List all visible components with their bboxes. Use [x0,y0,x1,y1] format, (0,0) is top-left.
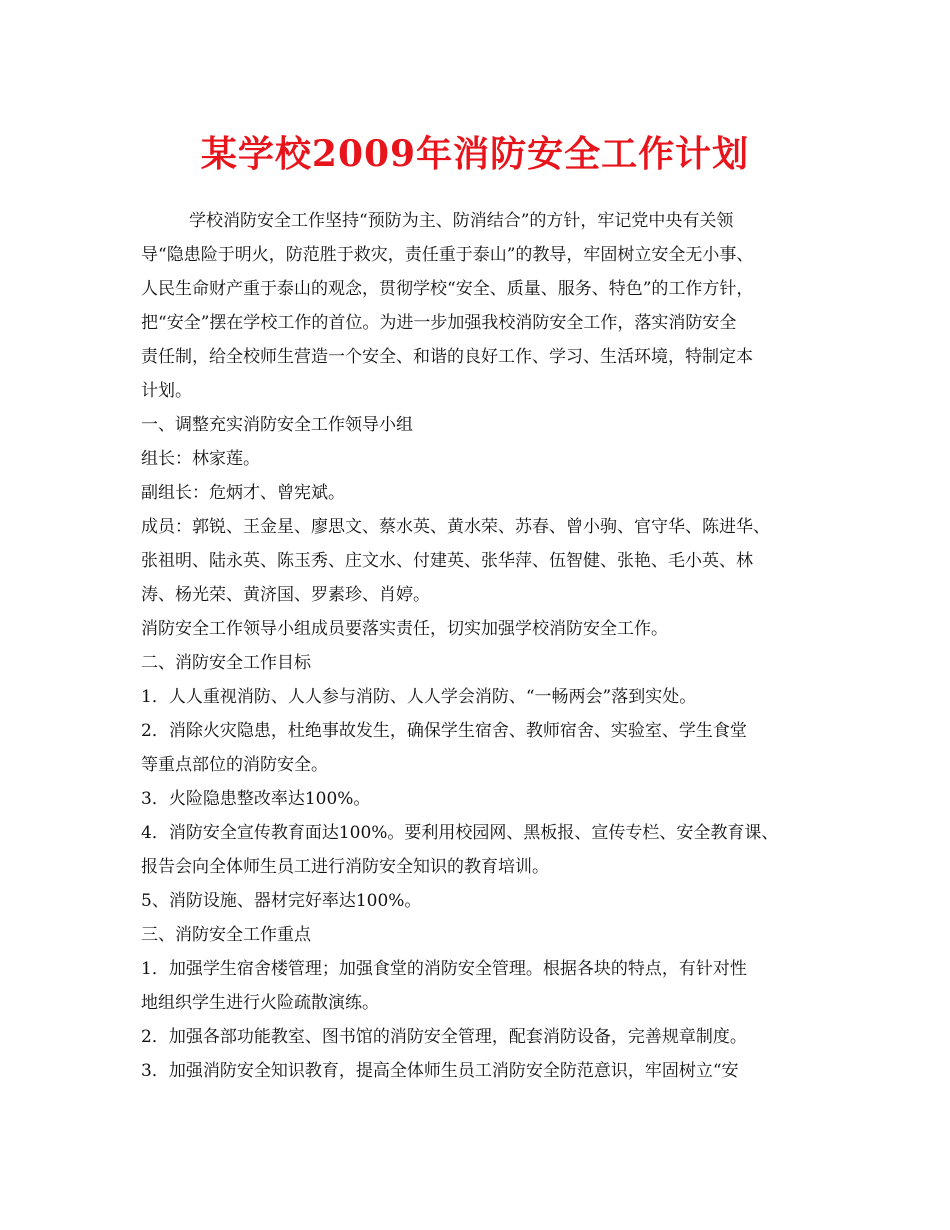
body-line: 涛、杨光荣、黄济国、罗素珍、肖婷。 [141,585,430,605]
body-line: 报告会向全体师生员工进行消防安全知识的教育培训。 [141,857,549,877]
body-line: 1．加强学生宿舍楼管理；加强食堂的消防安全管理。根据各块的特点，有针对性 [141,959,747,979]
body-line: 5、消防设施、器材完好率达100%。 [141,891,422,911]
body-line: 三、消防安全工作重点 [141,925,311,945]
document-body [141,204,831,1088]
body-line: 4．消防安全宣传教育面达100%。要利用校园网、黑板报、宣传专栏、安全教育课、 [141,823,779,843]
body-line: 地组织学生进行火险疏散演练。 [141,993,379,1013]
body-line: 3．火险隐患整改率达100%。 [141,789,371,809]
body-line: 把“安全”摆在学校工作的首位。为进一步加强我校消防安全工作，落实消防安全 [141,313,737,333]
body-line: 张祖明、陆永英、陈玉秀、庄文水、付建英、张华萍、伍智健、张艳、毛小英、林 [141,551,753,571]
body-line: 一、调整充实消防安全工作领导小组 [141,415,413,435]
document-title: 某学校2009年消防安全工作计划 [200,133,750,175]
body-line: 1．人人重视消防、人人参与消防、人人学会消防、“一畅两会”落到实处。 [141,687,697,707]
body-line: 人民生命财产重于泰山的观念，贯彻学校“安全、质量、服务、特色”的工作方针， [141,279,754,299]
body-line: 消防安全工作领导小组成员要落实责任，切实加强学校消防安全工作。 [141,619,668,639]
body-line: 导“隐患险于明火，防范胜于救灾，责任重于泰山”的教导，牢固树立安全无小事、 [141,245,754,265]
body-line: 等重点部位的消防安全。 [141,755,328,775]
body-line: 2．消除火灾隐患，杜绝事故发生，确保学生宿舍、教师宿舍、实验室、学生食堂 [141,721,747,741]
body-line: 责任制，给全校师生营造一个安全、和谐的良好工作、学习、生活环境，特制定本 [141,347,753,367]
body-line: 二、消防安全工作目标 [141,653,311,673]
body-line: 计划。 [141,381,192,401]
body-line: 3．加强消防安全知识教育，提高全体师生员工消防安全防范意识，牢固树立“安 [141,1061,739,1081]
body-line: 副组长：危炳才、曾宪斌。 [141,483,345,503]
body-line: 2．加强各部功能教室、图书馆的消防安全管理，配套消防设备，完善规章制度。 [141,1027,747,1047]
body-line: 学校消防安全工作坚持“预防为主、防消结合”的方针，牢记党中央有关领 [189,211,734,231]
body-line: 成员：郭锐、王金星、廖思文、蔡水英、黄水荣、苏春、曾小驹、官守华、陈进华、 [141,517,770,537]
body-line: 组长：林家莲。 [141,449,260,469]
